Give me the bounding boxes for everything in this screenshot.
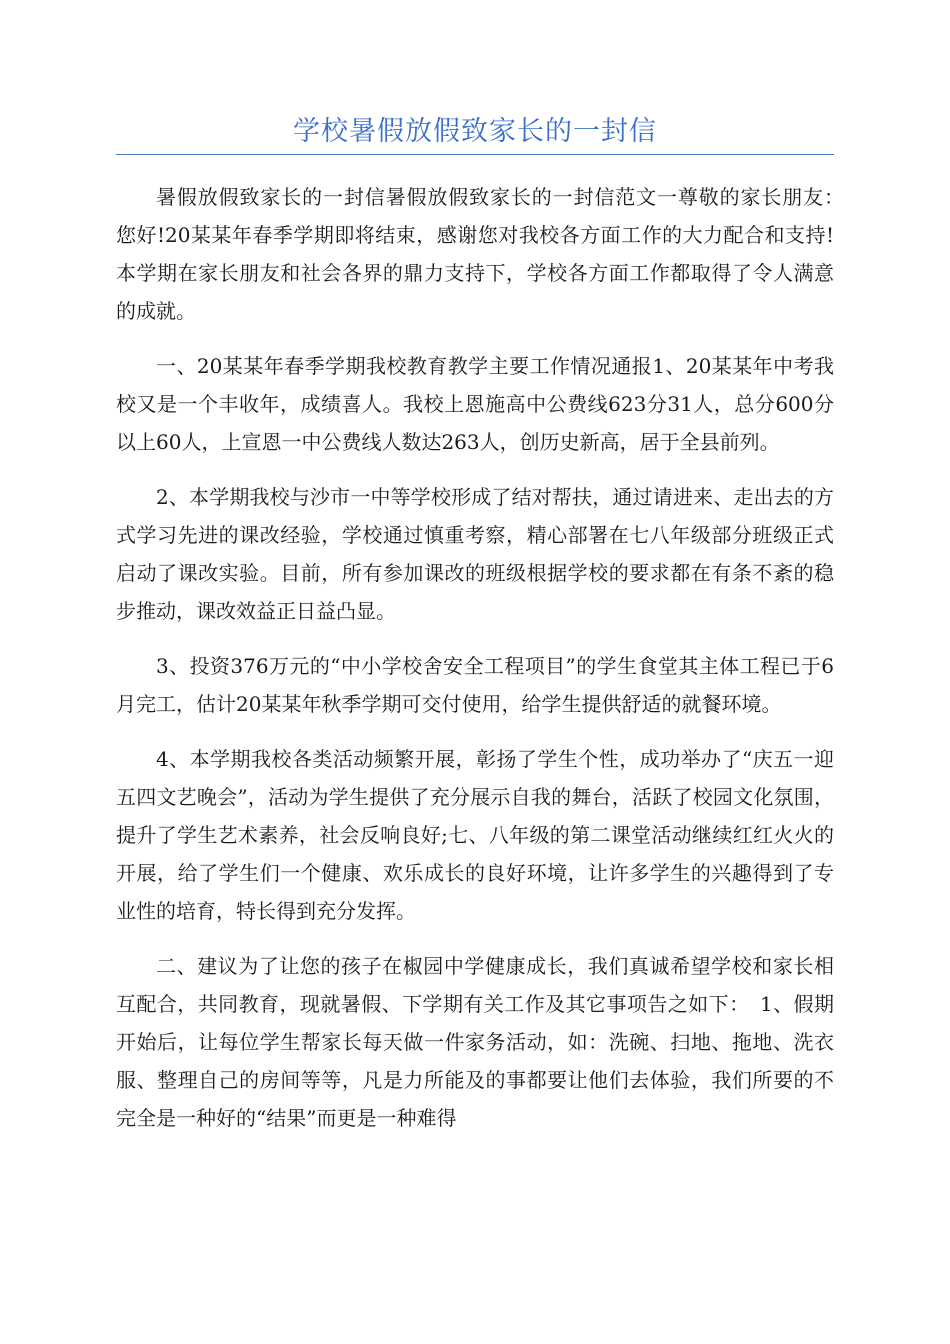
paragraph-6: 二、建议为了让您的孩子在椒园中学健康成长，我们真诚希望学校和家长相互配合，共同教育，现就暑假、下学期有关工作及其它事项告之如下： 1、假期开始后，让每位学生帮家长每天做一件家务活动，如：洗碗、扫地、拖地、洗衣服、整理自己的房间等等，凡是力所能及的事都要让他们去体验，我们所要的不完全是一种好的“结果”而更是一种难得: [116, 954, 834, 1130]
title-underline: [116, 154, 834, 155]
paragraph-5: 4、本学期我校各类活动频繁开展，彰扬了学生个性，成功举办了“庆五一迎五四文艺晚会”，活动为学生提供了充分展示自我的舞台，活跃了校园文化氛围，提升了学生艺术素养，社会反响良好;七、八年级的第二课堂活动继续红红火火的开展，给了学生们一个健康、欢乐成长的良好环境，让许多学生的兴趣得到了专业性的培育，特长得到充分发挥。: [116, 747, 834, 923]
paragraph-4: 3、投资376万元的“中小学校舍安全工程项目”的学生食堂其主体工程已于6月完工，估计20某某年秋季学期可交付使用，给学生提供舒适的就餐环境。: [116, 654, 834, 716]
paragraph-2: 一、20某某年春季学期我校教育教学主要工作情况通报1、20某某年中考我校又是一个丰收年，成绩喜人。我校上恩施高中公费线623分31人，总分600分以上60人，上宣恩一中公费线人数达263人，创历史新高，居于全县前列。: [116, 354, 834, 454]
paragraph-3: 2、本学期我校与沙市一中等学校形成了结对帮扶，通过请进来、走出去的方式学习先进的课改经验，学校通过慎重考察，精心部署在七八年级部分班级正式启动了课改实验。目前，所有参加课改的班级根据学校的要求都在有条不紊的稳步推动，课改效益正日益凸显。: [116, 485, 834, 623]
document-body: [116, 178, 874, 1154]
document-title: 学校暑假放假致家长的一封信: [293, 116, 657, 147]
paragraph-1: 暑假放假致家长的一封信暑假放假致家长的一封信范文一尊敬的家长朋友： 您好!20某某年春季学期即将结束，感谢您对我校各方面工作的大力配合和支持!本学期在家长朋友和社会各界的鼎力支持下，学校各方面工作都取得了令人满意的成就。: [116, 185, 874, 323]
